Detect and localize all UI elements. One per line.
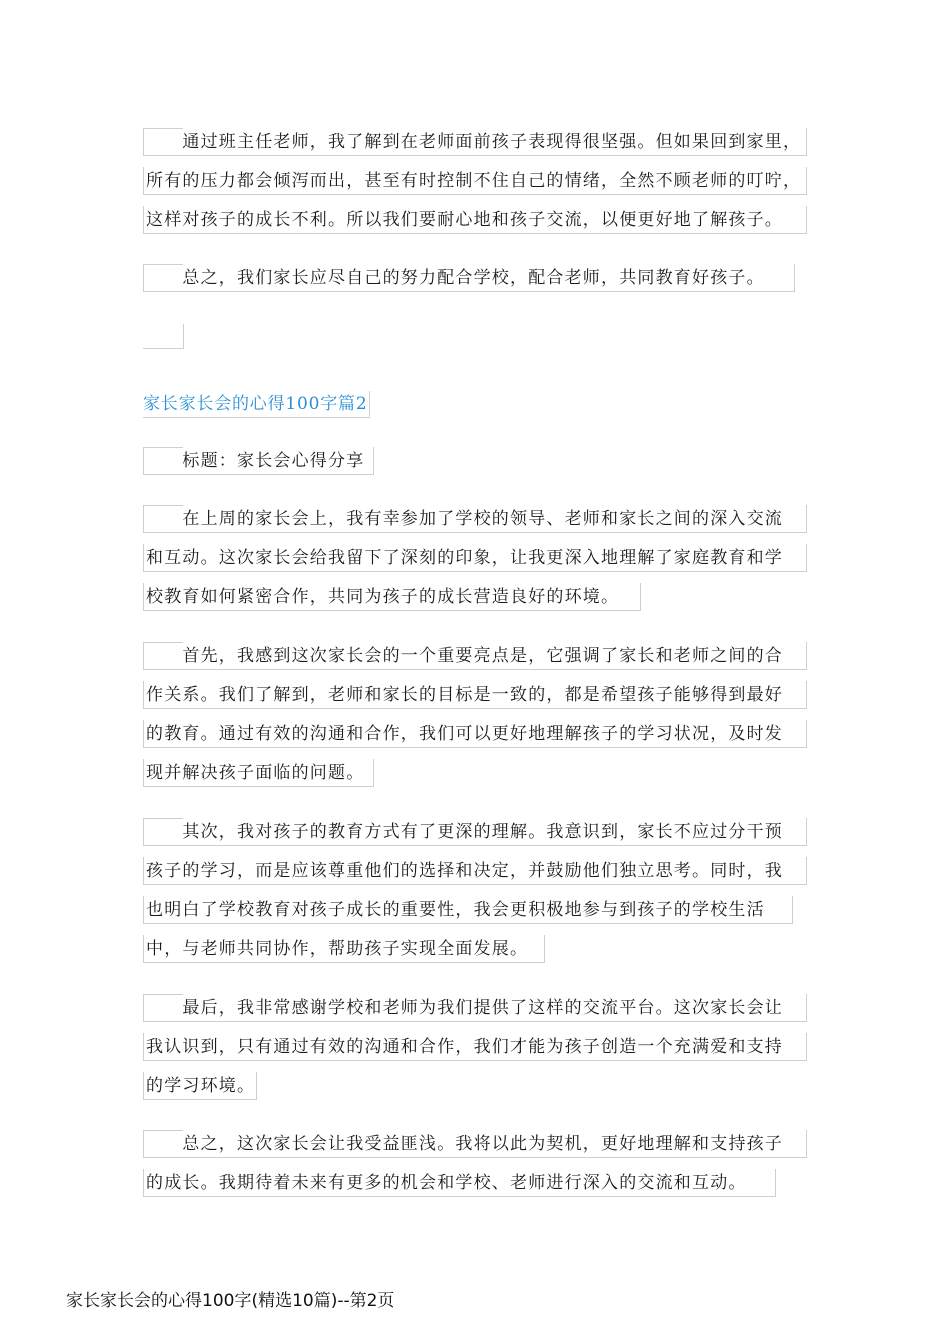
text-line: 所有的压力都会倾泻而出，甚至有时控制不住自己的情绪，全然不顾老师的叮咛， xyxy=(143,167,807,195)
text-line: 的学习环境。 xyxy=(143,1072,257,1100)
text-line: 总之，这次家长会让我受益匪浅。我将以此为契机，更好地理解和支持孩子 xyxy=(143,1130,807,1158)
text-line: 总之，我们家长应尽自己的努力配合学校，配合老师，共同教育好孩子。 xyxy=(143,264,795,292)
text-line: 和互动。这次家长会给我留下了深刻的印象，让我更深入地理解了家庭教育和学 xyxy=(143,544,807,572)
title-line: 标题：家长会心得分享 xyxy=(143,447,374,475)
text-line: 现并解决孩子面临的问题。 xyxy=(143,759,374,787)
text-line: 中，与老师共同协作，帮助孩子实现全面发展。 xyxy=(143,935,545,963)
text-line: 孩子的学习，而是应该尊重他们的选择和决定，并鼓励他们独立思考。同时，我 xyxy=(143,857,807,885)
text-line: 我认识到，只有通过有效的沟通和合作，我们才能为孩子创造一个充满爱和支持 xyxy=(143,1033,807,1061)
text-line: 通过班主任老师，我了解到在老师面前孩子表现得很坚强。但如果回到家里， xyxy=(143,128,807,156)
page-footer: 家长家长会的心得100字(精选10篇)--第2页 xyxy=(66,1291,395,1311)
text-line: 在上周的家长会上，我有幸参加了学校的领导、老师和家长之间的深入交流 xyxy=(143,505,807,533)
text-line: 其次，我对孩子的教育方式有了更深的理解。我意识到，家长不应过分干预 xyxy=(143,818,807,846)
text-line: 作关系。我们了解到，老师和家长的目标是一致的，都是希望孩子能够得到最好 xyxy=(143,681,807,709)
text-line: 最后，我非常感谢学校和老师为我们提供了这样的交流平台。这次家长会让 xyxy=(143,994,807,1022)
text-line: 的成长。我期待着未来有更多的机会和学校、老师进行深入的交流和互动。 xyxy=(143,1169,776,1197)
text-line: 也明白了学校教育对孩子成长的重要性，我会更积极地参与到孩子的学校生活 xyxy=(143,896,793,924)
section-heading: 家长家长会的心得100字篇2 xyxy=(143,391,370,418)
text-line: 校教育如何紧密合作，共同为孩子的成长营造良好的环境。 xyxy=(143,583,641,611)
text-line: 首先，我感到这次家长会的一个重要亮点是，它强调了家长和老师之间的合 xyxy=(143,642,807,670)
text-line: 的教育。通过有效的沟通和合作，我们可以更好地理解孩子的学习状况，及时发 xyxy=(143,720,807,748)
text-line: 这样对孩子的成长不利。所以我们要耐心地和孩子交流，以便更好地了解孩子。 xyxy=(143,206,807,234)
empty-paragraph-box xyxy=(143,324,184,349)
